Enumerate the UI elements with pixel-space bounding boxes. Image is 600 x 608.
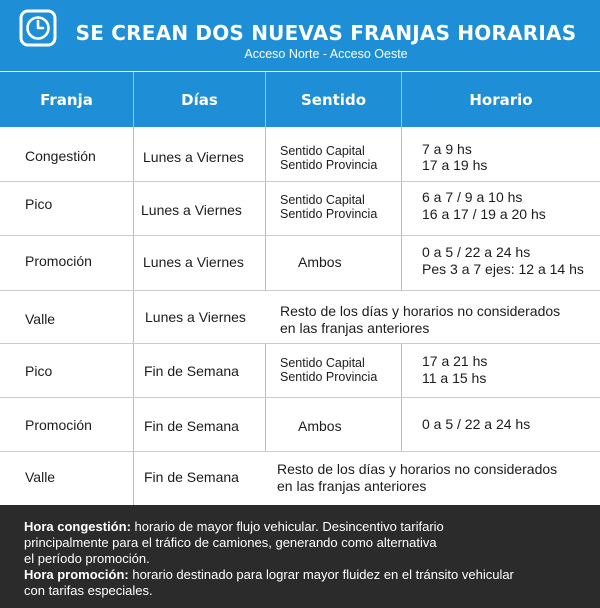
term-congestion: Hora congestión: bbox=[24, 519, 131, 534]
footer-notes bbox=[0, 505, 600, 608]
footer-line: Hora promoción: horario destinado para lograr mayor fluidez en el tránsito vehicular bbox=[24, 567, 514, 582]
horario-cell: 6 a 7 / 9 a 10 hs bbox=[422, 189, 523, 205]
franja-cell: Valle bbox=[25, 311, 56, 327]
franja-cell: Promoción bbox=[25, 253, 92, 269]
sentido-cell: Sentido Capital bbox=[280, 144, 365, 158]
row-divider bbox=[0, 181, 600, 182]
footer-line: principalmente para el tráfico de camiones, generando como alternativa bbox=[24, 535, 437, 550]
dias-cell: Lunes a Viernes bbox=[141, 202, 242, 218]
horario-cell: 17 a 21 hs bbox=[422, 353, 488, 369]
footer-line: Hora congestión: horario de mayor flujo vehicular. Desincentivo tarifario bbox=[24, 519, 444, 534]
row-divider bbox=[0, 290, 600, 291]
dias-cell: Fin de Semana bbox=[144, 363, 239, 379]
franja-cell: Pico bbox=[25, 196, 53, 212]
sentido-cell: Ambos bbox=[298, 418, 342, 434]
horario-cell: 17 a 19 hs bbox=[422, 157, 488, 173]
row-divider bbox=[0, 397, 600, 398]
combined-cell: en las franjas anteriores bbox=[277, 478, 427, 494]
clock-icon bbox=[19, 9, 57, 47]
franja-cell: Pico bbox=[25, 363, 53, 379]
horario-cell: 7 a 9 hs bbox=[422, 141, 472, 157]
franja-cell: Congestión bbox=[25, 148, 96, 164]
term-promocion: Hora promoción: bbox=[24, 567, 129, 582]
sentido-cell: Sentido Capital bbox=[280, 356, 365, 370]
combined-cell: Resto de los días y horarios no considerados bbox=[277, 461, 558, 477]
horario-cell: 0 a 5 / 22 a 24 hs bbox=[422, 244, 531, 260]
sentido-cell: Sentido Provincia bbox=[280, 158, 378, 172]
sentido-cell: Ambos bbox=[298, 254, 342, 270]
combined-cell: en las franjas anteriores bbox=[280, 320, 430, 336]
dias-cell: Lunes a Viernes bbox=[145, 309, 246, 325]
row-divider bbox=[0, 343, 600, 344]
column-divider bbox=[133, 72, 134, 505]
row-divider bbox=[0, 451, 600, 452]
column-header-horario: Horario bbox=[402, 72, 600, 127]
dias-cell: Lunes a Viernes bbox=[143, 149, 244, 165]
franja-cell: Promoción bbox=[25, 417, 92, 433]
column-header-dias: Días bbox=[134, 72, 265, 127]
column-header-sentido: Sentido bbox=[266, 72, 401, 127]
column-divider bbox=[265, 344, 266, 452]
dias-cell: Fin de Semana bbox=[144, 469, 239, 485]
franja-cell: Valle bbox=[25, 469, 56, 485]
combined-cell: Resto de los días y horarios no considerados bbox=[280, 303, 561, 319]
dias-cell: Fin de Semana bbox=[144, 418, 239, 434]
column-divider bbox=[401, 344, 402, 452]
horario-cell: 0 a 5 / 22 a 24 hs bbox=[422, 416, 531, 432]
dias-cell: Lunes a Viernes bbox=[143, 254, 244, 270]
sentido-cell: Sentido Capital bbox=[280, 193, 365, 207]
page-subtitle: Acceso Norte - Acceso Oeste bbox=[244, 47, 408, 61]
footer-line: el período promoción. bbox=[24, 551, 150, 566]
horario-cell: Pes 3 a 7 ejes: 12 a 14 hs bbox=[422, 261, 584, 277]
row-divider bbox=[0, 235, 600, 236]
column-header-franja: Franja bbox=[0, 72, 133, 127]
horario-cell: 16 a 17 / 19 a 20 hs bbox=[422, 206, 546, 222]
page-title: SE CREAN DOS NUEVAS FRANJAS HORARIAS bbox=[75, 21, 577, 45]
sentido-cell: Sentido Provincia bbox=[280, 207, 378, 221]
footer-line: con tarifas especiales. bbox=[24, 583, 153, 598]
sentido-cell: Sentido Provincia bbox=[280, 370, 378, 384]
horario-cell: 11 a 15 hs bbox=[422, 370, 487, 386]
header-banner bbox=[0, 0, 600, 71]
